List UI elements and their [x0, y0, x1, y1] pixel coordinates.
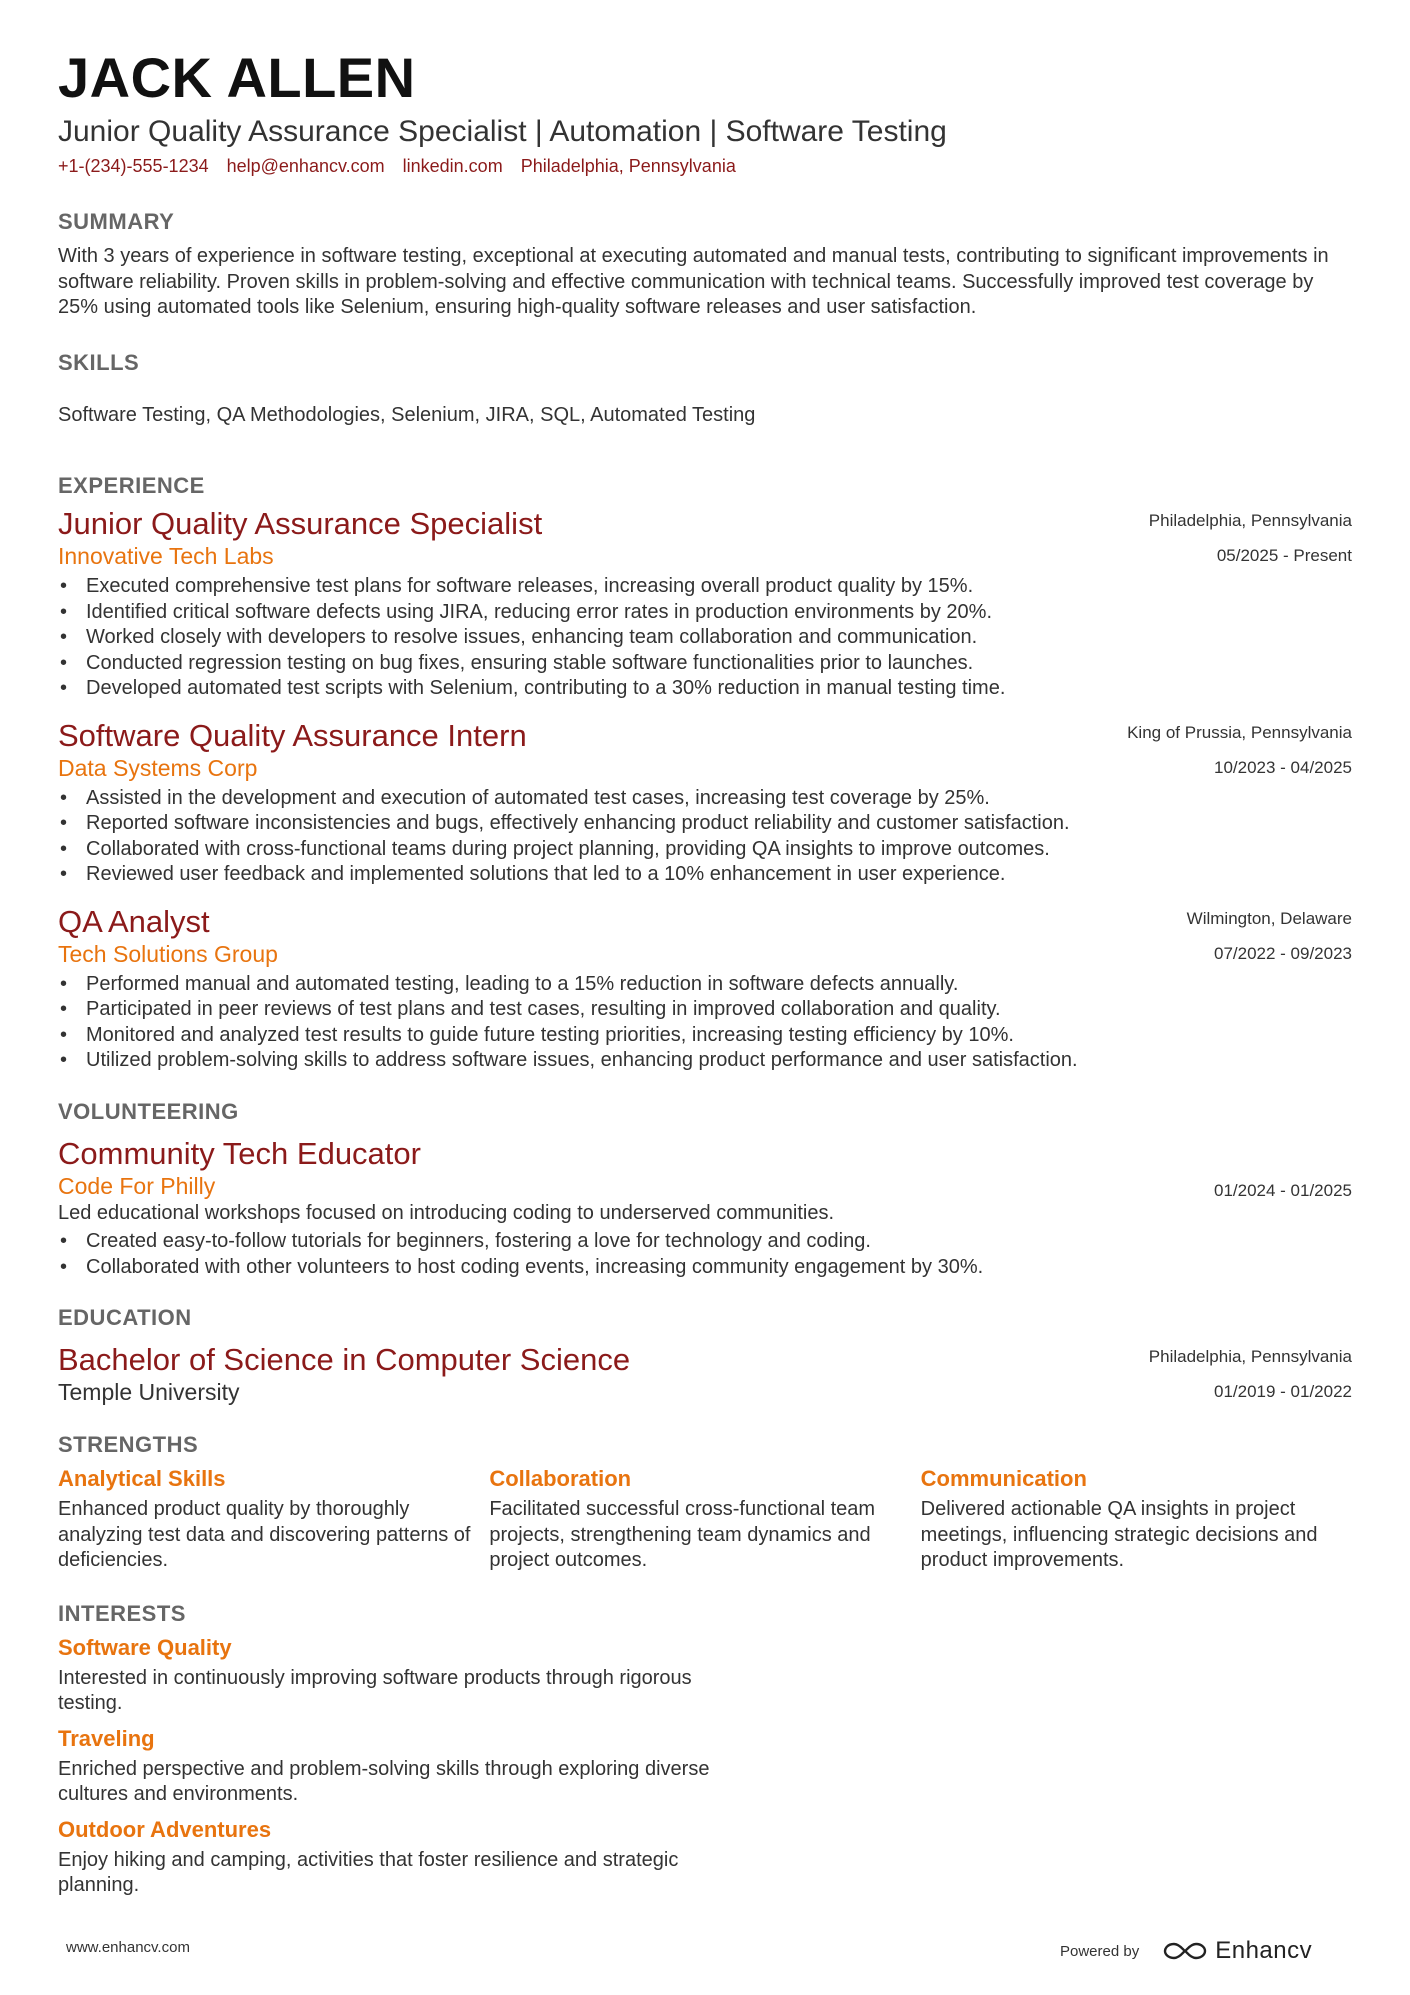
volunteering-title: VOLUNTEERING: [58, 1098, 239, 1124]
page-footer: [0, 1915, 1410, 1995]
volunteering-entry: [58, 1136, 1352, 1281]
volunteering-section: [58, 1098, 1352, 1281]
interest-title: Traveling: [58, 1725, 155, 1751]
volunteer-role: Community Tech Educator: [58, 1135, 421, 1171]
entry-meta: [1149, 510, 1352, 567]
contact-phone[interactable]: +1-(234)-555-1234: [58, 156, 209, 176]
experience-entry: [58, 506, 1352, 702]
candidate-headline: Junior Quality Assurance Specialist | Automation | Software Testing: [58, 115, 947, 148]
entry-dates: 01/2019 - 01/2022: [1213, 1382, 1352, 1401]
contact-email[interactable]: help@enhancv.com: [226, 156, 385, 176]
strength-item: [489, 1465, 920, 1574]
bullet-item: • Developed automated test scripts with Selenium, contributing to a 30% reduction in manual testing time.: [58, 676, 1352, 702]
enhancv-logo[interactable]: [1163, 1937, 1312, 1965]
strength-text: Enhanced product quality by thoroughly analyzing test data and discovering patterns of deficiencies.: [58, 1498, 471, 1571]
bullet-item: • Performed manual and automated testing, leading to a 15% reduction in software defects annually.: [58, 972, 1352, 998]
strength-title: Communication: [920, 1466, 1087, 1491]
summary-section: [58, 208, 1352, 321]
volunteer-org: Code For Philly: [58, 1172, 216, 1199]
strengths-section: [58, 1431, 1352, 1574]
bullet-item: • Identified critical software defects using JIRA, reducing error rates in production environments by 20%.: [58, 600, 1352, 626]
interest-text: Interested in continuously improving software products through rigorous testing.: [58, 1666, 692, 1714]
job-title: Software Quality Assurance Intern: [58, 717, 527, 753]
job-bullets: [58, 574, 1352, 702]
summary-title: SUMMARY: [58, 209, 175, 234]
interest-item: [58, 1816, 718, 1899]
experience-section: [58, 472, 1352, 1074]
skills-text: Software Testing, QA Methodologies, Selenium, JIRA, SQL, Automated Testing: [58, 403, 756, 426]
summary-text: With 3 years of experience in software testing, exceptional at executing automated and manual tests, contributing to significant improvements in software reliability. Proven skills in problem-solving and effective communication with technical teams. Successfully improved test coverage by 25% using automated tools like Selenium, ensuring high-quality software releases and user satisfaction.: [58, 245, 1329, 318]
entry-meta: [1214, 1180, 1352, 1202]
entry-dates: 07/2022 - 09/2023: [1213, 943, 1352, 963]
interest-text: Enriched perspective and problem-solving skills through exploring diverse cultures and environments.: [58, 1757, 710, 1805]
interest-title: Software Quality: [58, 1634, 232, 1660]
skills-section: [58, 349, 1352, 429]
bullet-item: • Utilized problem-solving skills to address software issues, enhancing product performance and user satisfaction.: [58, 1048, 1352, 1074]
education-section: [58, 1304, 1352, 1407]
bullet-item: • Reviewed user feedback and implemented solutions that led to a 10% enhancement in user experience.: [58, 862, 1352, 888]
interest-title: Outdoor Adventures: [58, 1816, 272, 1842]
strength-text: Delivered actionable QA insights in project meetings, influencing strategic decisions and product improvements.: [920, 1498, 1318, 1571]
degree-title: Bachelor of Science in Computer Science: [58, 1342, 631, 1377]
job-title: QA Analyst: [58, 903, 210, 939]
job-title: Junior Quality Assurance Specialist: [58, 506, 543, 541]
entry-dates: 05/2025 - Present: [1216, 546, 1352, 565]
bullet-item: • Created easy-to-follow tutorials for beginners, fostering a love for technology and coding.: [58, 1229, 1352, 1255]
job-bullets: [58, 972, 1352, 1074]
powered-by: [1060, 1937, 1312, 1965]
school-name: Temple University: [58, 1379, 240, 1405]
entry-meta: [1127, 722, 1352, 779]
contact-bar: [58, 154, 1352, 178]
volunteer-bullets: [58, 1229, 1352, 1280]
experience-entry: [58, 718, 1352, 888]
company-name: Tech Solutions Group: [58, 940, 278, 967]
education-entry: [58, 1342, 1352, 1407]
strength-title: Analytical Skills: [58, 1466, 226, 1491]
entry-dates: 01/2024 - 01/2025: [1213, 1180, 1352, 1200]
entry-dates: 10/2023 - 04/2025: [1213, 757, 1352, 777]
bullet-item: • Worked closely with developers to resolve issues, enhancing team collaboration and communication.: [58, 625, 1352, 651]
bullet-item: • Participated in peer reviews of test plans and test cases, resulting in improved collaboration and quality.: [58, 997, 1352, 1023]
interest-item: [58, 1634, 718, 1717]
contact-linkedin[interactable]: linkedin.com: [402, 156, 503, 176]
experience-title: EXPERIENCE: [58, 473, 205, 498]
footer-url[interactable]: www.enhancv.com: [66, 1939, 190, 1956]
strength-text: Facilitated successful cross-functional team projects, strengthening team dynamics and project outcomes.: [489, 1498, 876, 1571]
interests-title: INTERESTS: [58, 1600, 186, 1626]
entry-meta: [1187, 908, 1352, 965]
bullet-item: • Monitored and analyzed test results to guide future testing priorities, increasing testing efficiency by 10%.: [58, 1023, 1352, 1049]
interest-item: [58, 1725, 718, 1808]
strength-title: Collaboration: [489, 1466, 632, 1491]
entry-location: Wilmington, Delaware: [1186, 908, 1352, 928]
bullet-item: • Collaborated with cross-functional teams during project planning, providing QA insights to improve outcomes.: [58, 837, 1352, 863]
entry-meta: [1149, 1346, 1352, 1403]
education-title: EDUCATION: [58, 1305, 192, 1330]
skills-title: SKILLS: [58, 349, 140, 375]
job-bullets: [58, 786, 1352, 888]
strengths-title: STRENGTHS: [58, 1432, 199, 1457]
powered-by-label: Powered by: [1060, 1942, 1140, 1960]
strengths-grid: [58, 1465, 1352, 1574]
company-name: Data Systems Corp: [58, 754, 258, 781]
candidate-name: JACK ALLEN: [58, 46, 416, 109]
interest-text: Enjoy hiking and camping, activities that foster resilience and strategic planning.: [58, 1848, 679, 1896]
strength-item: [58, 1465, 489, 1574]
entry-location: Philadelphia, Pennsylvania: [1148, 511, 1352, 530]
bullet-item: • Reported software inconsistencies and bugs, effectively enhancing product reliability and customer satisfaction.: [58, 811, 1352, 837]
contact-location: Philadelphia, Pennsylvania: [520, 156, 736, 176]
bullet-item: • Assisted in the development and execution of automated test cases, increasing test coverage by 25%.: [58, 786, 1352, 812]
bullet-item: • Collaborated with other volunteers to host coding events, increasing community engagement by 30%.: [58, 1255, 1352, 1281]
volunteer-description: Led educational workshops focused on introducing coding to underserved communities.: [58, 1201, 835, 1224]
bullet-item: • Executed comprehensive test plans for software releases, increasing overall product quality by 15%.: [58, 574, 1352, 600]
experience-entry: [58, 904, 1352, 1074]
bullet-item: • Conducted regression testing on bug fixes, ensuring stable software functionalities prior to launches.: [58, 651, 1352, 677]
interests-grid: [58, 1634, 1352, 1907]
brand-name: Enhancv: [1215, 1937, 1313, 1964]
resume-header: [58, 46, 1352, 178]
company-name: Innovative Tech Labs: [58, 543, 274, 569]
entry-location: King of Prussia, Pennsylvania: [1127, 722, 1352, 742]
strength-item: [921, 1465, 1352, 1574]
interests-section: [58, 1600, 1352, 1907]
entry-location: Philadelphia, Pennsylvania: [1148, 1347, 1352, 1366]
infinity-logo-icon: [1163, 1940, 1207, 1962]
